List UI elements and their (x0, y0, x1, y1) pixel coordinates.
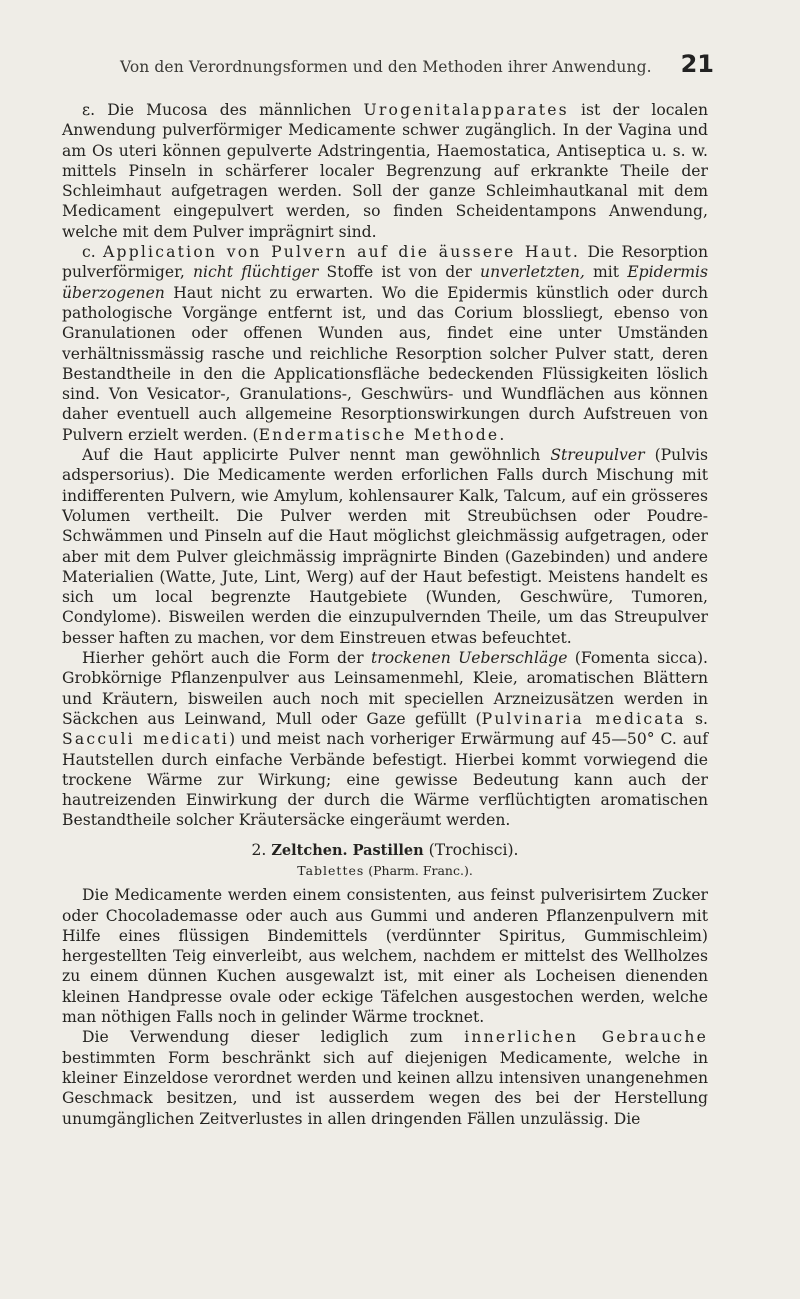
section-subheading (62, 861, 708, 881)
spaced-term: Application von Pulvern auf die äussere Haut. (103, 243, 581, 262)
italic-term: trockenen Ueberschläge (370, 649, 568, 668)
text-run: mit (584, 263, 628, 282)
italic-term: nicht flüchtiger (192, 263, 319, 282)
text-run: (Fomenta sicca). Grobkörnige Pflanzenpulver aus Leinsamenmehl, Kleie, aromatischen Blättern und Kräutern, bisweilen auch noch mit speciellen Arzneizusätzen werden in Säckchen aus Leinwand, Mull oder Gaze gefüllt ( (62, 649, 708, 728)
spaced-term: Sacculi medicati (62, 730, 229, 749)
spaced-term: Urogenitalapparates (363, 101, 569, 119)
text-run: Die Resorption pulverförmiger, (62, 243, 708, 282)
section-number: 2. (251, 840, 272, 859)
text-run: Stoffe ist von der (318, 263, 481, 282)
spaced-term: Endermatische Methode (258, 425, 500, 444)
paragraph-skin-application (62, 242, 708, 445)
text-run: ε. Die Mucosa des männlichen (82, 101, 364, 119)
text-run: Haut nicht zu erwarten. Wo die Epidermis künstlich oder durch pathologische Vorgänge entfernt ist, und das Corium blossliegt, ebenso von Granulationen oder offenen Wunden aus, findet eine unter Umständen verhältnissmässig rasche und reichliche Resorption solcher Pulver statt, deren Bestandtheile in den die Applicationsfläche bedeckenden Flüssigkeiten löslich sind. Von Vesicator-, Granulations-, Geschwürs- und Wundflächen aus können daher eventuell auch allgemeine Resorptionswirkungen durch Aufstreuen von Pulvern erzielt werden. ( (62, 283, 708, 444)
subheading-term: Tablettes (297, 862, 365, 878)
italic-term: unverletzten, (480, 263, 585, 282)
section-latin-name: (Trochisci). (423, 840, 519, 859)
paragraph-pastillen-preparation (62, 885, 708, 1027)
spaced-term: Pulvinaria medicata (481, 709, 686, 728)
italic-term: Streupulver (550, 446, 645, 465)
italic-term: Epidermis überzogenen (62, 263, 709, 302)
text-run: Die Verwendung dieser lediglich zum (82, 1028, 465, 1047)
paragraph-fomenta (62, 648, 708, 831)
body-text (62, 100, 708, 1129)
text-run: c. (82, 243, 104, 262)
paragraph-pastillen-use (62, 1027, 708, 1128)
running-head: Von den Verordnungsformen und den Methoden ihrer Anwendung. (120, 58, 652, 76)
paragraph-urogenital (62, 100, 708, 242)
subheading-source: (Pharm. Franc.). (364, 862, 473, 878)
text-run: (Pulvis adspersorius). Die Medicamente werden erforlichen Falls durch Mischung mit indifferenten Pulvern, wie Amylum, kohlensaurer Kalk, Talcum, auf ein grösseres Volumen vertheilt. Die Pulver werden mit Streubüchsen oder Poudre-Schwämmen und Pinseln auf die Haut möglichst gleichmässig aufgetragen, oder aber mit dem Pulver gleichmässig imprägnirte Binden (Gazebinden) und andere Materialien (Watte, Jute, Lint, Werg) auf der Haut befestigt. Meistens handelt es sich um local begrenzte Hautgebiete (Wunden, Geschwüre, Tumoren, Condylome). Bisweilen werden die einzupulvernden Theile, um das Streupulver besser haften zu machen, vor dem Einstreuen etwas befeuchtet. (62, 446, 708, 647)
text-run: . (499, 425, 505, 444)
spaced-term: innerlichen Gebrauche (464, 1028, 708, 1047)
text-run: ist der localen Anwendung pulverförmiger Medicamente schwer zugänglich. In der Vagina und am Os uteri können gepulverte Adstringentia, Haemostatica, Antiseptica u. s. w. mittels Pinseln in schärferer localer Begrenzung auf erkrankte Theile der Schleimhaut aufgetragen werden. Soll der ganze Schleimhautkanal mit dem Medicament eingepulvert werden, so finden Scheidentampons Anwendung, welche mit dem Pulver imprägnirt sind. (62, 101, 708, 241)
section-title: Zeltchen. Pastillen (271, 841, 424, 859)
text-run: s. (685, 709, 709, 728)
page-number: 21 (680, 50, 714, 78)
text-run: Auf die Haut applicirte Pulver nennt man gewöhnlich (82, 446, 551, 465)
page-header (62, 45, 712, 85)
text-run: ) und meist nach vorheriger Erwärmung auf 45—50° C. auf Hautstellen durch einfache Verbände befestigt. Hierbei kommt vorwiegend die trockene Wärme zur Wirkung; eine gewisse Bedeutung kann auch der hautreizenden Einwirkung der durch die Wärme verflüchtigten aromatischen Bestandtheile solcher Kräutersäcke eingeräumt werden. (62, 730, 709, 830)
paragraph-streupulver (62, 445, 708, 648)
text-run: Die Medicamente werden einem consistenten, aus feinst pulverisirtem Zucker oder Chocolademasse oder auch aus Gummi und anderen Pflanzenpulvern mit Hilfe eines flüssigen Bindemittels (verdünnter Spiritus, Gummischleim) hergestellten Teig einverleibt, aus welchem, nachdem er mittelst des Wellholzes zu einem dünnen Kuchen ausgewalzt ist, mit einer als Locheisen dienenden kleinen Handpresse ovale oder eckige Täfelchen ausgestochen werden, welche man nöthigen Falls noch in gelinder Wärme trocknet. (62, 886, 708, 1027)
section-heading (62, 840, 708, 861)
text-run: bestimmten Form beschränkt sich auf diejenigen Medicamente, welche in kleiner Einzeldose verordnet werden und keinen allzu intensiven unangenehmen Geschmack besitzen, und ist ausserdem wegen des bei der Herstellung unumgänglichen Zeitverlustes in allen dringenden Fällen unzulässig. Die (62, 1048, 708, 1128)
text-run: Hierher gehört auch die Form der (82, 649, 371, 668)
